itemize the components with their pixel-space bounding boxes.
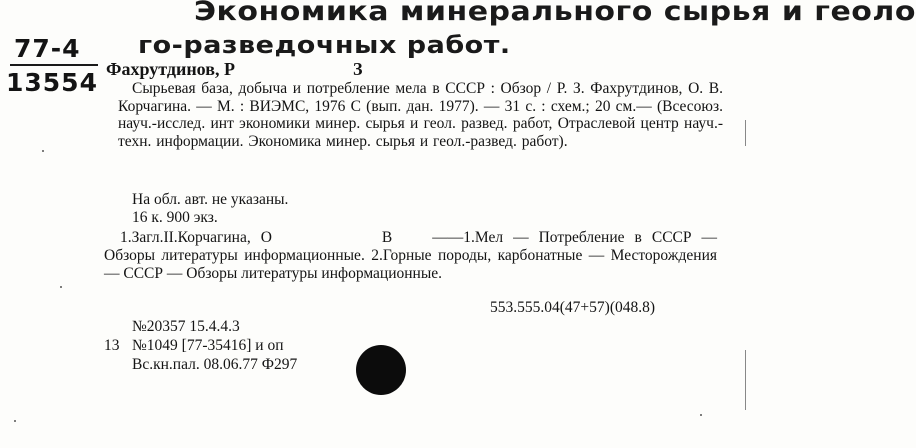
ink-blot (356, 345, 406, 395)
card-edge-mark (745, 120, 746, 146)
record-number-2: №1049 [77-35416] и оп (132, 337, 284, 354)
handwritten-heading-line1: Экономика минерального сырья и геоло (194, 0, 916, 28)
tracings (104, 229, 717, 283)
record-prefix: 13 (104, 337, 120, 354)
record-number-1: №20357 15.4.4.3 (132, 318, 240, 335)
record-book-chamber: Вс.кн.пал. 08.06.77 Ф297 (132, 356, 298, 373)
handwritten-heading-line2: го-разведочных работ. (138, 31, 511, 60)
tracing-start: 1.Загл.II.Корчагина, О (120, 229, 272, 246)
author-initial: З (352, 59, 363, 79)
author-surname: Фахрутдинов, Р (106, 59, 235, 79)
tracing-initial: В (381, 229, 393, 246)
tracing-subjects: ——1.Мел — Потребление в СССР — Обзоры литературы информационные. 2.Горные породы, карбонатные — Месторождения — СССР — Обзоры литературы информационные. (104, 229, 718, 282)
shelfmark-top: 77-4 (14, 34, 81, 63)
note-price-print-run: 16 к. 900 экз. (132, 209, 218, 226)
udc-classification: 553.555.04(47+57)(048.8) (490, 299, 656, 316)
scan-speck (14, 420, 16, 422)
shelfmark (6, 34, 98, 97)
shelfmark-divider (10, 64, 98, 66)
scan-speck (700, 414, 702, 416)
scan-speck (42, 150, 44, 152)
note-authors: На обл. авт. не указаны. (132, 191, 289, 208)
shelfmark-bottom: 13554 (6, 68, 98, 97)
card-edge-mark (745, 350, 746, 410)
author-heading (106, 61, 362, 77)
bibliographic-description: Сырьевая база, добыча и потребление мела в СССР : Обзор / Р. З. Фахрутдинов, О. В. Корчагина. — М. : ВИЭМС, 1976 С (вып. дан. 1977). — 31 с. : схем.; 20 см.— (Всесоюз. науч.-исслед. инт экономики минер. сырья и геол. развед. работ, Отраслевой центр науч.-техн. информации. Экономика минер. сырья и геол.-развед. работ). (118, 80, 723, 150)
scan-speck (60, 286, 62, 288)
